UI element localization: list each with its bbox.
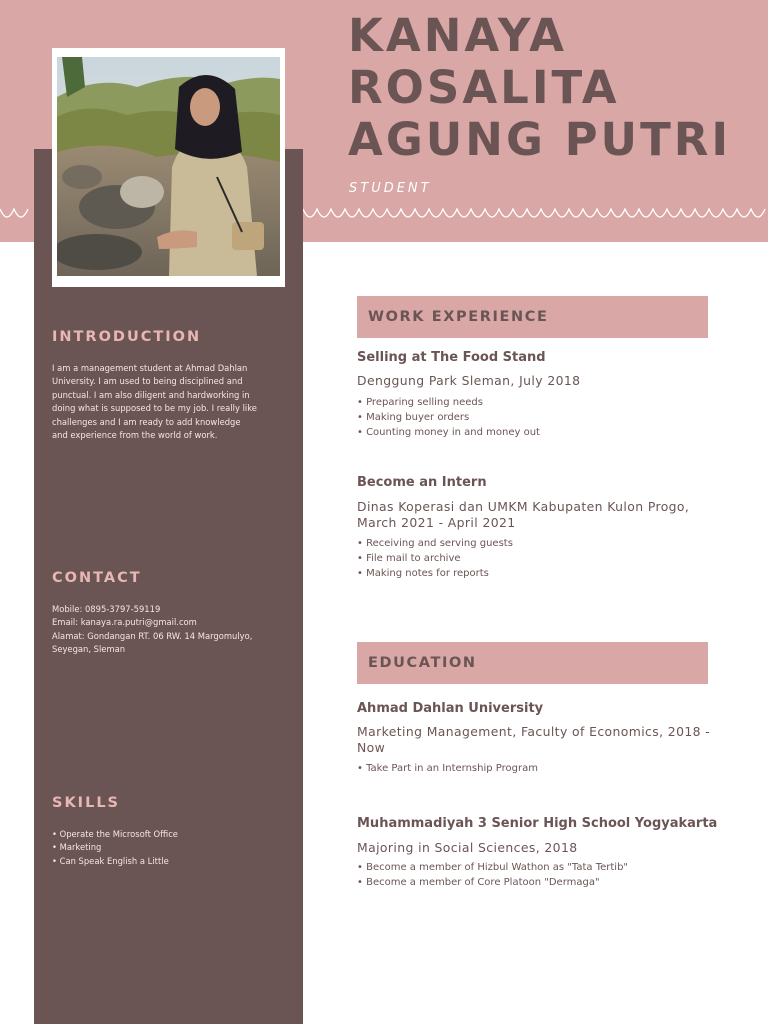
work-entry-bullets [357, 536, 513, 581]
contact-address-line: Seyegan, Sleman [52, 644, 126, 655]
skills-heading: SKILLS [52, 795, 120, 811]
name-line-3: AGUNG PUTRI [348, 113, 732, 166]
education-entry-subtitle-line: Now [357, 739, 386, 755]
education-entry-subtitle [357, 724, 717, 755]
contact-details [52, 603, 288, 657]
contact-heading: CONTACT [52, 570, 142, 586]
bullet-item: • Making buyer orders [357, 412, 470, 423]
education-entry-subtitle-line: Majoring in Social Sciences, 2018 [357, 840, 578, 855]
education-entry-title: Muhammadiyah 3 Senior High School Yogyakarta [357, 816, 718, 831]
bullet-item: • File mail to archive [357, 553, 461, 564]
bullet-item: • Take Part in an Internship Program [357, 763, 538, 774]
work-entry-subtitle-line: Denggung Park Sleman, July 2018 [357, 373, 581, 388]
skill-item: • Can Speak English a Little [52, 855, 169, 866]
name-line-1: KANAYA [348, 9, 567, 62]
introduction-text [52, 362, 288, 442]
work-entry-subtitle-line: Dinas Koperasi dan UMKM Kabupaten Kulon Progo, [357, 499, 690, 514]
introduction-heading: INTRODUCTION [52, 329, 202, 345]
profile-photo [57, 57, 280, 276]
bullet-item: • Become a member of Core Platoon "Dermaga" [357, 877, 600, 888]
contact-email: Email: kanaya.ra.putri@gmail.com [52, 617, 197, 628]
education-entry-subtitle [357, 840, 717, 856]
bullet-item: • Preparing selling needs [357, 397, 483, 408]
work-entry-title: Become an Intern [357, 475, 487, 490]
work-entry-subtitle [357, 373, 717, 389]
work-entry-subtitle-line: March 2021 - April 2021 [357, 514, 516, 530]
introduction-line: challenges and I am ready to add knowledge [52, 416, 241, 427]
skills-list [52, 828, 288, 868]
introduction-line: punctual. I am also diligent and hardworking in [52, 389, 250, 400]
work-entry-bullets [357, 395, 540, 440]
bullet-item: • Making notes for reports [357, 568, 489, 579]
education-entry-title: Ahmad Dahlan University [357, 701, 544, 716]
bullet-item: • Counting money in and money out [357, 427, 540, 438]
introduction-line: University. I am used to being disciplined and [52, 376, 243, 387]
work-experience-heading: WORK EXPERIENCE [357, 296, 708, 338]
introduction-line: and experience from the world of work. [52, 430, 218, 441]
work-entry-title: Selling at The Food Stand [357, 350, 546, 365]
name-line-2: ROSALITA [348, 61, 620, 114]
candidate-name [348, 10, 758, 166]
education-entry-bullets [357, 761, 538, 776]
bullet-item: • Receiving and serving guests [357, 538, 513, 549]
bullet-item: • Become a member of Hizbul Wathon as "Tata Tertib" [357, 862, 629, 873]
candidate-role: STUDENT [349, 181, 432, 196]
introduction-line: doing what is supposed to be my job. I really like [52, 403, 257, 414]
education-entry-bullets [357, 860, 628, 890]
introduction-line: I am a management student at Ahmad Dahlan [52, 363, 248, 373]
education-entry-subtitle-line: Marketing Management, Faculty of Economics, 2018 - [357, 724, 711, 739]
contact-mobile: Mobile: 0895-3797-59119 [52, 604, 161, 614]
contact-address-line: Alamat: Gondangan RT. 06 RW. 14 Margomulyo, [52, 630, 253, 641]
education-heading: EDUCATION [357, 642, 708, 684]
work-entry-subtitle [357, 499, 717, 530]
skill-item: • Operate the Microsoft Office [52, 829, 178, 839]
profile-photo-frame [52, 48, 285, 287]
skill-item: • Marketing [52, 842, 102, 853]
